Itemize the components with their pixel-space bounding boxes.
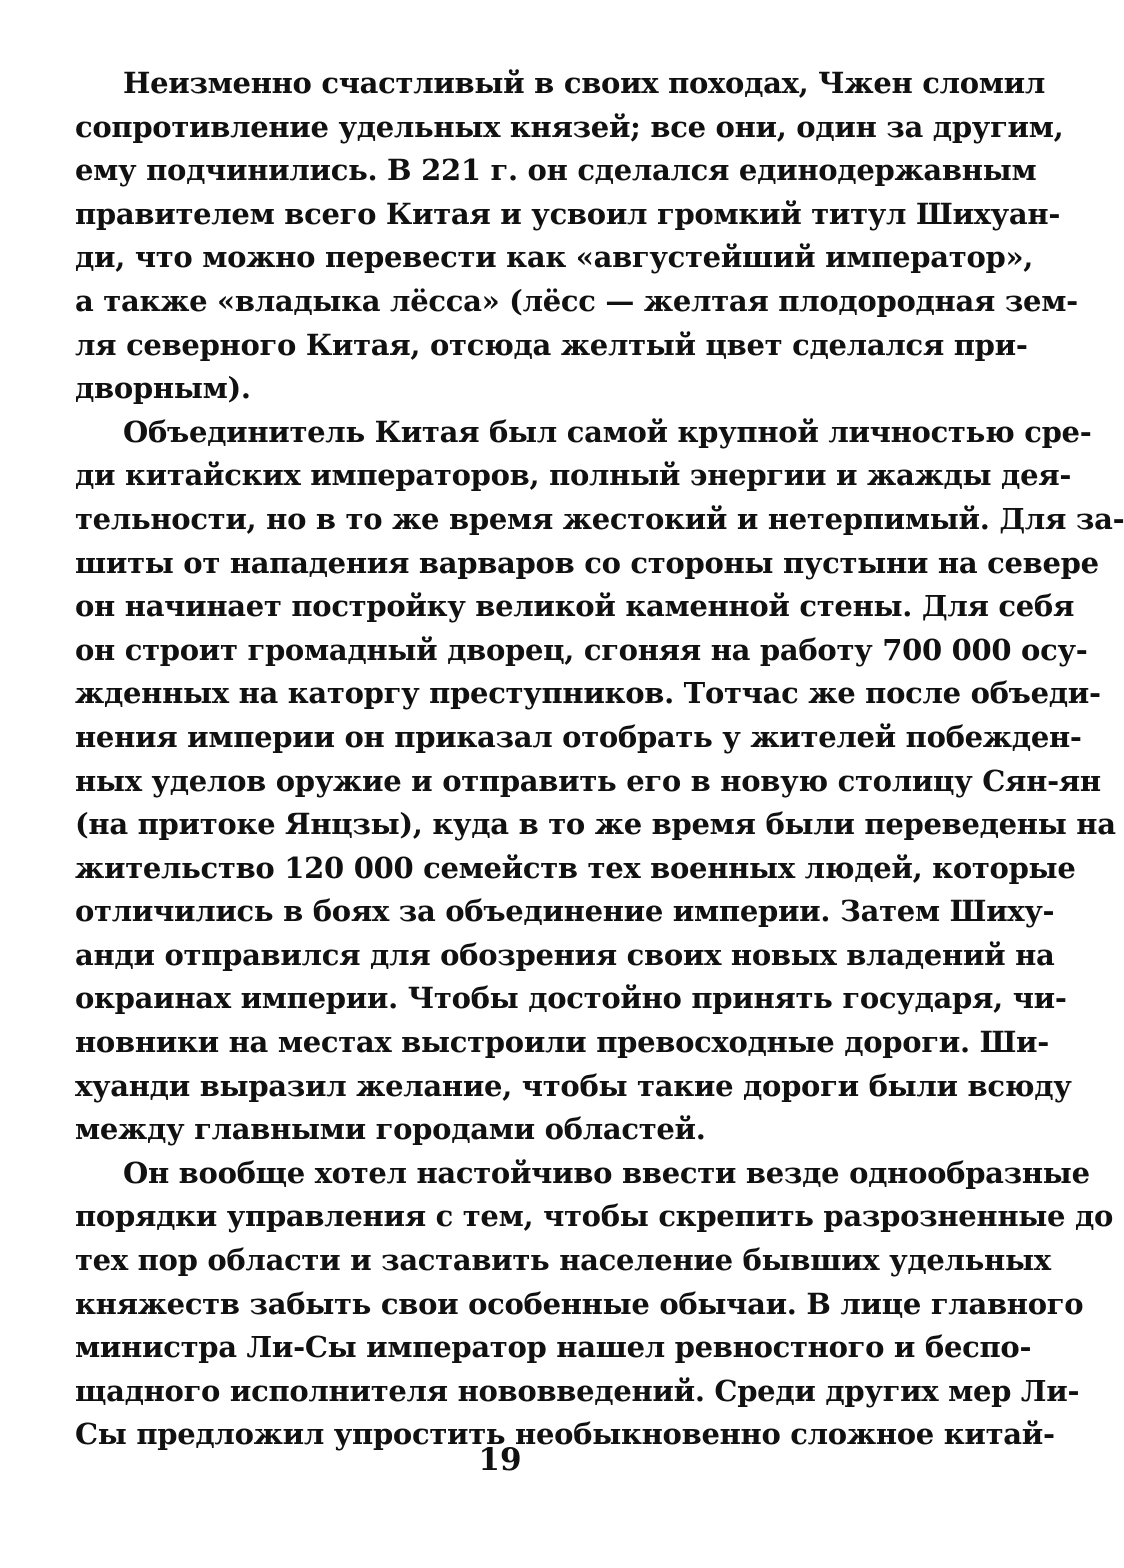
- text-line: а также «владыка лёсса» (лёсс — желтая плодородная зем-: [75, 283, 1078, 318]
- text-line: порядки управления с тем, чтобы скрепить разрозненные до: [75, 1199, 1114, 1234]
- text-line: Неизменно счастливый в своих походах, Чжен сломил: [123, 66, 1046, 100]
- text-line: ди китайских императоров, полный энергии и жажды дея-: [75, 458, 1072, 493]
- text-line: Он вообще хотел настойчиво ввести везде однообразные: [123, 1155, 1090, 1190]
- text-line: княжеств забыть свои особенные обычаи. В лице главного: [75, 1286, 1084, 1321]
- text-line: министра Ли-Сы император нашел ревностного и беспо-: [75, 1330, 1032, 1365]
- paragraph: [75, 1152, 1114, 1457]
- text-line: ему подчинились. В 221 г. он сделался единодержавным: [75, 153, 1037, 188]
- paragraph: [75, 411, 1124, 1152]
- text-line: нения империи он приказал отобрать у жителей побежден-: [75, 719, 1082, 754]
- text-line: жденных на каторгу преступников. Тотчас же после объеди-: [75, 676, 1101, 711]
- text-line: тельности, но в то же время жестокий и нетерпимый. Для за-: [75, 501, 1124, 536]
- text-line: ди, что можно перевести как «августейший император»,: [75, 240, 1034, 275]
- text-line: он начинает постройку великой каменной стены. Для себя: [75, 589, 1075, 624]
- body-text: [75, 62, 1124, 1457]
- text-line: между главными городами областей.: [75, 1112, 706, 1147]
- text-line: тех пор области и заставить население бывших удельных: [75, 1243, 1051, 1278]
- text-line: сопротивление удельных князей; все они, один за другим,: [75, 109, 1064, 144]
- text-line: отличились в боях за объединение империи. Затем Шиху-: [75, 894, 1055, 929]
- text-line: он строит громадный дворец, сгоняя на работу 700 000 осу-: [75, 632, 1088, 667]
- text-line: Объединитель Китая был самой крупной личностью сре-: [123, 414, 1092, 449]
- text-line: правителем всего Китая и усвоил громкий титул Шихуан-: [75, 196, 1061, 231]
- text-line: щадного исполнителя нововведений. Среди других мер Ли-: [75, 1373, 1080, 1408]
- text-line: хуанди выразил желание, чтобы такие дороги были всюду: [75, 1068, 1072, 1103]
- text-line: дворным).: [75, 371, 251, 406]
- text-line: шиты от нападения варваров со стороны пустыни на севере: [75, 545, 1099, 580]
- text-line: (на притоке Янцзы), куда в то же время были переведены на: [75, 807, 1116, 842]
- text-line: анди отправился для обозрения своих новых владений на: [75, 937, 1055, 972]
- text-line: ля северного Китая, отсюда желтый цвет сделался при-: [75, 327, 1028, 362]
- paragraph: [75, 62, 1078, 411]
- text-line: жительство 120 000 семейств тех военных людей, которые: [75, 850, 1076, 885]
- text-line: Сы предложил упростить необыкновенно сложное китай-: [75, 1417, 1055, 1452]
- page-number: 19: [478, 1442, 522, 1478]
- text-line: новники на местах выстроили превосходные дороги. Ши-: [75, 1025, 1049, 1060]
- text-line: ных уделов оружие и отправить его в новую столицу Сян-ян: [75, 763, 1101, 798]
- text-line: окраинах империи. Чтобы достойно принять государя, чи-: [75, 981, 1067, 1016]
